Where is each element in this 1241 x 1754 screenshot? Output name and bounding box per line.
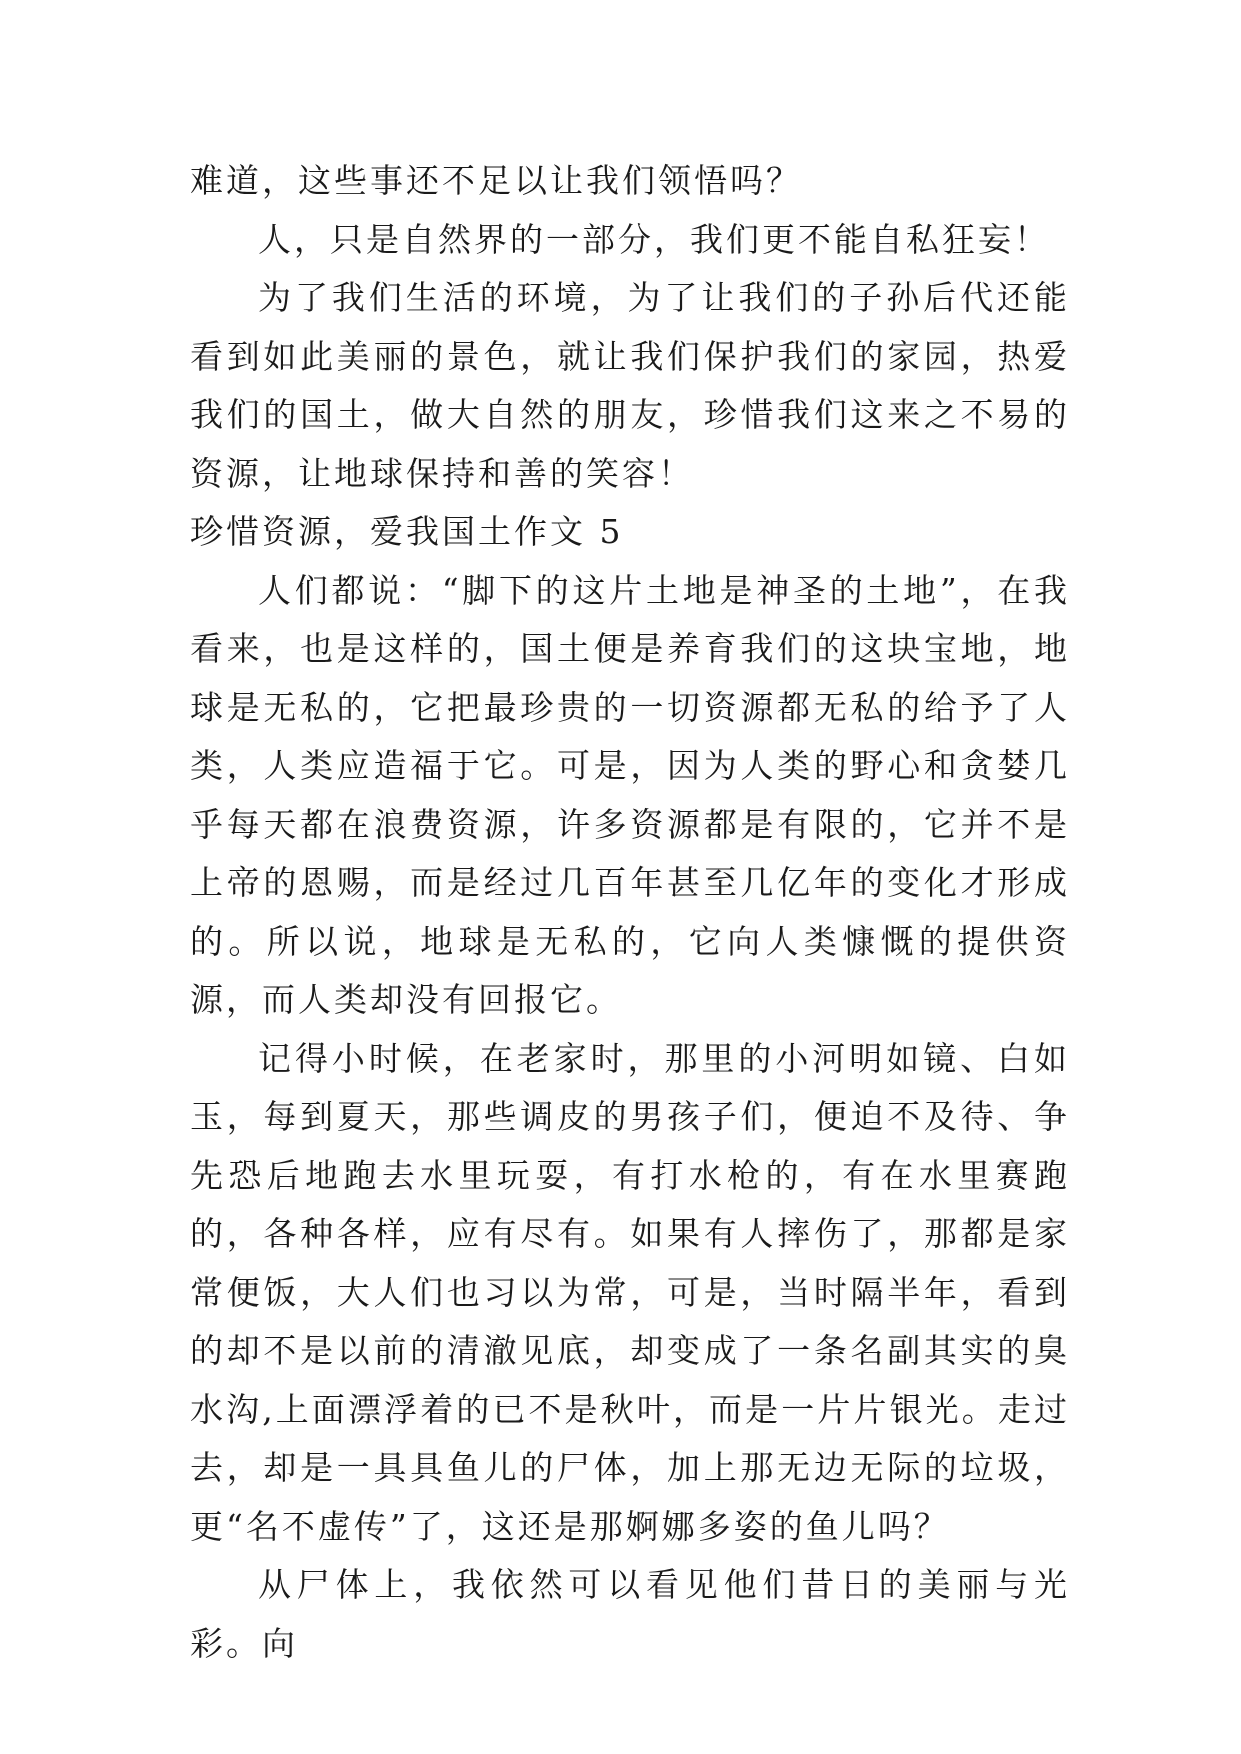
document-body xyxy=(190,152,1070,1673)
paragraph: 为了我们生活的环境，为了让我们的子孙后代还能看到如此美丽的景色，就让我们保护我们的家园，热爱我们的国土，做大自然的朋友，珍惜我们这来之不易的资源，让地球保持和善的笑容！ xyxy=(190,278,1070,493)
paragraph: 记得小时候，在老家时，那里的小河明如镜、白如玉，每到夏天，那些调皮的男孩子们，便迫不及待、争先恐后地跑去水里玩耍，有打水枪的，有在水里赛跑的，各种各样，应有尽有。如果有人摔伤了，那都是家常便饭，大人们也习以为常，可是，当时隔半年，看到的却不是以前的清澈见底，却变成了一条名副其实的臭水沟,上面漂浮着的已不是秋叶，而是一片片银光。走过去，却是一具具鱼儿的尸体，加上那无边无际的垃圾，更“名不虚传”了，这还是那婀娜多姿的鱼儿吗？ xyxy=(190,1038,1070,1546)
paragraph: 难道，这些事还不足以让我们领悟吗？ xyxy=(190,161,802,200)
paragraph: 人，只是自然界的一部分，我们更不能自私狂妄！ xyxy=(258,219,1050,259)
paragraph: 人们都说：“脚下的这片土地是神圣的土地”，在我看来，也是这样的，国土便是养育我们的这块宝地，地球是无私的，它把最珍贵的一切资源都无私的给予了人类，人类应造福于它。可是，因为人类的野心和贪婪几乎每天都在浪费资源，许多资源都是有限的，它并不是上帝的恩赐，而是经过几百年甚至几亿年的变化才形成的。所以说，地球是无私的，它向人类慷慨的提供资源，而人类却没有回报它。 xyxy=(190,570,1070,1019)
paragraph: 从尸体上，我依然可以看见他们昔日的美丽与光彩。向 xyxy=(190,1565,1070,1663)
section-heading: 珍惜资源，爱我国土作文 5 xyxy=(190,512,624,551)
